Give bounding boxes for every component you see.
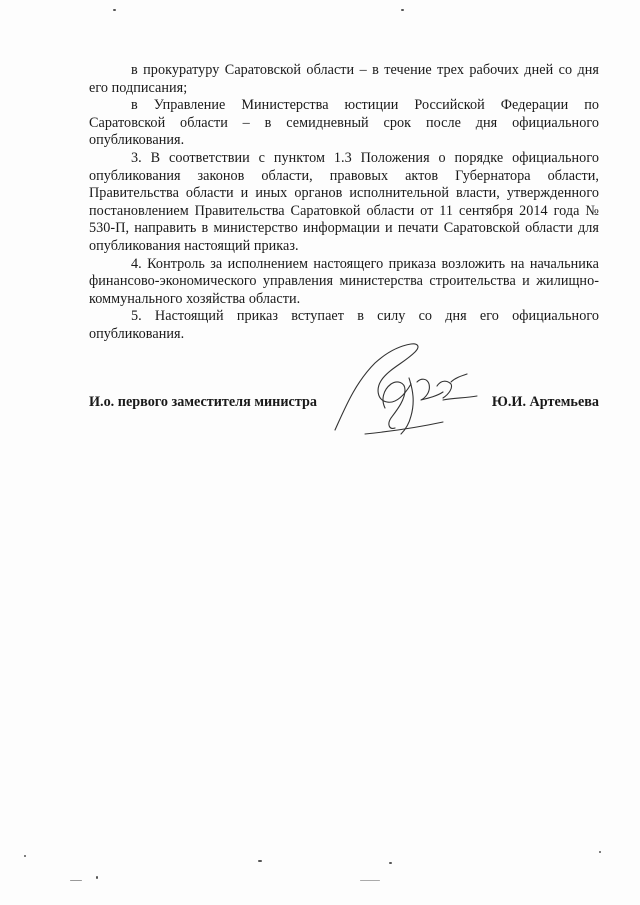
paragraph-5-effective: 5. Настоящий приказ вступает в силу со дня его официального опубликования.: [89, 308, 599, 342]
handwritten-signature: [325, 338, 485, 443]
signatory-name: Ю.И. Артемьева: [491, 394, 599, 410]
paragraph-4-control: 4. Контроль за исполнением настоящего приказа возложить на начальника финансово-экономического управления министерства строительства и жилищно-коммунального хозяйства области.: [89, 255, 599, 307]
signature-block: [89, 394, 599, 414]
signatory-title: И.о. первого заместителя министра: [89, 394, 317, 410]
scan-speck: [24, 855, 26, 857]
paragraph-3-publication: 3. В соответствии с пунктом 1.3 Положения о порядке официального опубликования законов области, правовых актов Губернатора области, Правительства области и иных органов исполнительной власти, утвержденного постановлением Правительства Саратовкой области от 11 сентября 2014 года № 530-П, направить в министерство информации и печати Саратовской области для опубликования настоящий приказ.: [89, 149, 599, 254]
scan-speck: [258, 860, 262, 862]
paragraph-ministry-justice: в Управление Министерства юстиции Российской Федерации по Саратовской области – в семидневный срок после дня официального опубликования.: [89, 97, 599, 149]
scan-speck: [70, 880, 82, 881]
paragraph-prosecutor: в прокуратуру Саратовской области – в течение трех рабочих дней со дня его подписания;: [89, 62, 599, 96]
scan-speck: [96, 876, 98, 879]
scan-speck: [360, 880, 380, 881]
scan-speck: [401, 9, 404, 11]
scan-speck: [599, 851, 601, 853]
document-body: [89, 62, 599, 344]
scan-speck: [389, 862, 392, 864]
scan-speck: [113, 9, 116, 11]
